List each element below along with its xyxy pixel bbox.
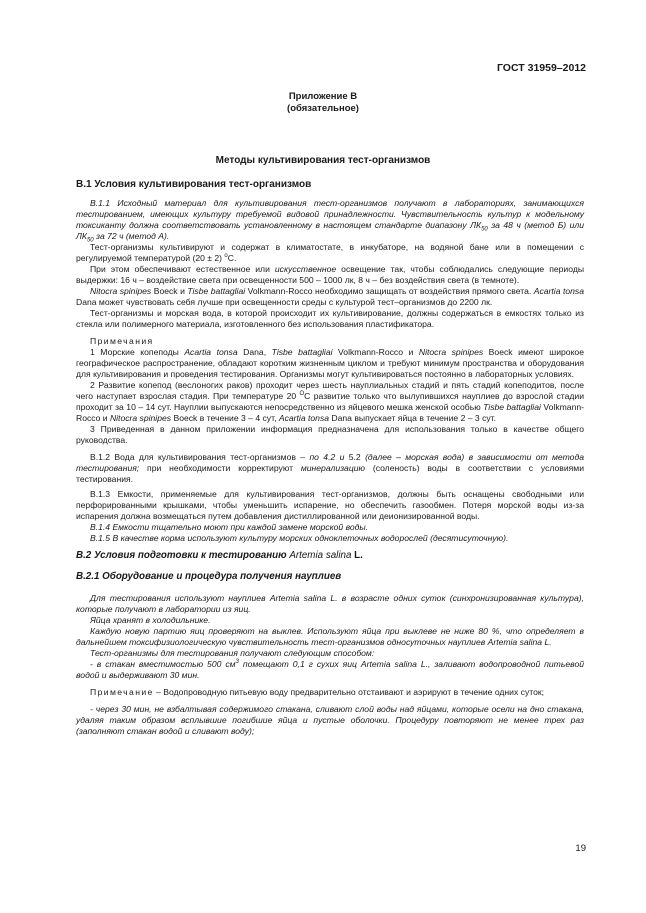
paragraph-species-light: Nitocra spinipes Boeck и Tisbe battagliai Volkmann-Rocco необходимо защищать от воздействия прямого света. Acartia tonsa Dana может чувствовать себя лучше при освещенности среды с культурой тест–организмов до 2200 лк. <box>76 286 584 307</box>
paragraph-eggs-storage: Яйца хранят в холодильнике. <box>90 615 211 625</box>
section-b2-heading: В.2 Условия подготовки к тестированию Artemia salina L. <box>76 550 363 561</box>
appendix-status: (обязательное) <box>287 103 359 114</box>
appendix-title: Приложение В <box>288 91 358 102</box>
notes-label: Примечания <box>90 336 154 346</box>
paragraph-step-1: - в стакан вместимостью 500 $см^3$ помещают 0,1 г сухих яиц Artemia salina L., заливают водопроводной питьевой водой и выдерживают 30 мин. <box>76 659 584 680</box>
paragraph-b13: В.1.3 Емкости, применяемые для культивирования тест-организмов, должны быть оснащены свободными или перфорированными крышками, чтобы уменьшить испарение, но обеспечить газообмен. Потеря морской воды из-за испарения должна возмещаться путем добавления дистиллированной или деионизированной воды. <box>76 489 584 521</box>
note-1: 1 Морские копеподы Acartia tonsa Dana, Tisbe battagliai Volkmann-Rocco и Nitocra spinipes Boeck имеют широкое географическое распространение, обладают коротким жизненным циклом и требуют минимум пространства и оборудования для культивирования и проведения тестирования. Организмы могут культивироваться постоянно в лабораторных условиях. <box>76 347 584 379</box>
paragraph-containers: Тест-организмы и морская вода, в которой происходит их культивирование, должны содержаться в емкостях только из стекла или полимерного материала, изготовленного без использования пластификатора. <box>76 308 584 329</box>
paragraph-lighting: При этом обеспечивают естественное или искусственное освещение так, чтобы соблюдались следующие периоды выдержки: 16 ч – воздействие света при освещенности 500 – 1000 лк, 8 ч – без воздействия света (в темноте). <box>76 264 585 285</box>
page-number: 19 <box>575 843 586 854</box>
paragraph-temperature: Тест-организмы культивируют и содержат в климатостате, в инкубаторе, на водяной бане или в помещении с регулируемой температурой (20 ± 2) $^о$С. <box>76 242 584 263</box>
standard-number: ГОСТ 31959–2012 <box>496 62 586 74</box>
note-water: Примечание – Водопроводную питьевую воду предварительно отстаивают и аэрируют в течение одних суток; <box>90 687 545 697</box>
appendix-title-block <box>0 91 646 115</box>
subsection-b21-heading: В.2.1 Оборудование и процедура получения науплиев <box>76 571 342 582</box>
paragraph-b12: В.1.2 Вода для культивирования тест-организмов – по 4.2 и 5.2 (далее – морская вода) в зависимости от метода тестирования; при необходимости корректируют минерализацию (соленость) воды в соответствии с условиями тестирования. <box>76 452 584 484</box>
section-b1-heading: В.1 Условия культивирования тест-организмов <box>76 179 312 190</box>
paragraph-step-2: - через 30 мин, не взбалтывая содержимого стакана, сливают слой воды над яйцами, которые осели на дно стакана, удаляя таким образом всплывшие погибшие яйца и пустые оболочки. Процедуру повторяют не менее трех раз (заполняют стакан водой и сливают воду); <box>76 704 584 736</box>
methods-title: Методы культивирования тест-организмов <box>215 155 431 166</box>
paragraph-nauplii: Для тестирования используют науплиев Artemia salina L. в возрасте одних суток (синхронизированная культура), которые получают в лаборатории из яиц. <box>76 593 584 614</box>
paragraph-method-intro: Тест-организмы для тестирования получают следующим способом: <box>90 648 375 658</box>
note-3: 3 Приведенная в данном приложении информация предназначена для использования только в качестве общего руководства. <box>76 424 584 445</box>
paragraph-b14: В.1.4 Емкости тщательно моют при каждой замене морской воды. <box>90 522 369 532</box>
paragraph-b15: В.1.5 В качестве корма используют культуру морских одноклеточных водорослей (десятисуточную). <box>90 533 509 543</box>
document-body <box>76 179 584 737</box>
paragraph-hatch-check: Каждую новую партию яиц проверяют на выклев. Используют яйца при выклеве не ниже 80 %, что определяет в дальнейшем токсифизиологическую чувствительность тест-организмов односуточных науплиев Artemia salina L. <box>76 626 584 647</box>
paragraph-b111: В.1.1 Исходный материал для культивирования тест-организмов получают в лабораториях, занимающихся тестированием, имеющих культуру требуемой видовой принадлежности. Чувствительность культур к модельному токсиканту должна соответствовать установленному в настоящем стандарте диапазону $ЛК_{50}$ за 48 ч (метод Б) или $ЛК_{50}$ за 72 ч (метод А). <box>76 198 584 244</box>
note-2: 2 Развитие копепод (веслоногих раков) проходит через шесть науплиальных стадий и пять стадий копеподитов, после чего наступает взрослая стадия. При температуре 20 $^О$С развитие только что вылупившихся науплиев до взрослой стадии проходит за 10 – 14 сут. Науплии выпускаются непосредственно из яйцевого мешка женской особью Tisbe battagliai Volkmann-Rocco и Nitocra spinipes Boeck в течение 3 – 4 сут, Acartia tonsa Dana выпускает яйца в течение 2 – 3 сут. <box>76 380 584 423</box>
